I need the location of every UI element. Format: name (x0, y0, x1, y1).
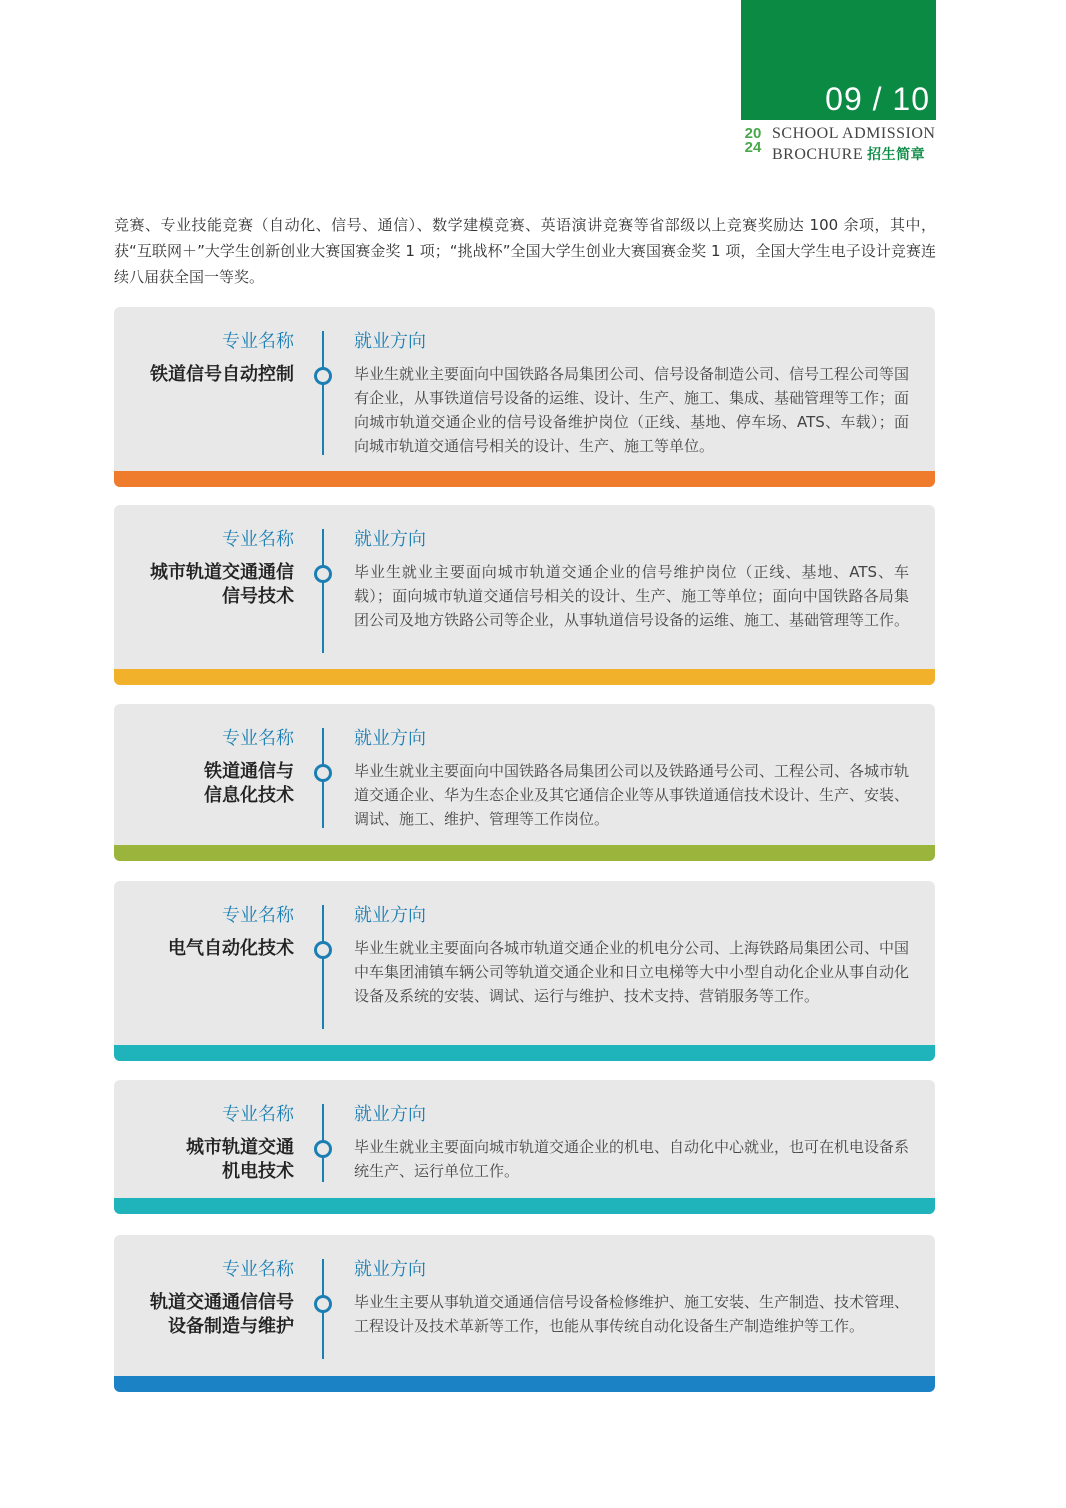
major-card (114, 1080, 935, 1214)
brand-line-2: BROCHURE 招生简章 (772, 146, 926, 163)
direction-description: 毕业生就业主要面向中国铁路各局集团公司以及铁路通号公司、工程公司、各城市轨道交通企业、华为生态企业及其它通信企业等从事铁道通信技术设计、生产、安装、调试、施工、维护、管理等工作岗位。 (354, 762, 910, 828)
card-accent-bar (114, 845, 935, 861)
major-name-block (114, 726, 294, 808)
major-name-block (114, 1257, 294, 1339)
major-label: 专业名称 (222, 529, 294, 550)
direction-label: 就业方向 (354, 1259, 426, 1280)
major-label: 专业名称 (222, 728, 294, 749)
direction-label: 就业方向 (354, 905, 426, 926)
employment-block (354, 329, 909, 458)
card-accent-bar (114, 1198, 935, 1214)
major-name-block (114, 527, 294, 609)
major-card (114, 307, 935, 487)
major-name: 城市轨道交通通信 信号技术 (150, 562, 294, 607)
intro-paragraph: 竞赛、专业技能竞赛（自动化、信号、通信）、数学建模竞赛、英语演讲竞赛等省部级以上竞赛奖励达 100 余项，其中，获“互联网＋”大学生创新创业大赛国赛金奖 1 项；“挑战杯”全国大学生创业大赛国赛金奖 1 项，全国大学生电子设计竞赛连续八届获全国一等奖。 (114, 216, 936, 286)
direction-label: 就业方向 (354, 529, 426, 550)
direction-description: 毕业生就业主要面向各城市轨道交通企业的机电分公司、上海铁路局集团公司、中国中车集团浦镇车辆公司等轨道交通企业和日立电梯等大中小型自动化企业从事自动化设备及系统的安装、调试、运行与维护、技术支持、营销服务等工作。 (354, 939, 910, 1005)
major-name: 电气自动化技术 (168, 938, 294, 959)
direction-description: 毕业生就业主要面向城市轨道交通企业的机电、自动化中心就业，也可在机电设备系统生产、运行单位工作。 (354, 1138, 910, 1180)
card-accent-bar (114, 1376, 935, 1392)
major-card (114, 704, 935, 861)
employment-block (354, 1102, 909, 1183)
major-name-block (114, 903, 294, 961)
direction-label: 就业方向 (354, 728, 426, 749)
employment-block (354, 903, 909, 1008)
direction-label: 就业方向 (354, 1104, 426, 1125)
major-label: 专业名称 (222, 1104, 294, 1125)
card-accent-bar (114, 669, 935, 685)
major-label: 专业名称 (222, 905, 294, 926)
timeline-node-icon (314, 941, 332, 959)
direction-label: 就业方向 (354, 331, 426, 352)
page-number-tab (741, 0, 936, 120)
major-name: 铁道通信与 信息化技术 (204, 761, 294, 806)
brochure-brand (741, 125, 936, 165)
timeline-line (322, 905, 324, 1029)
employment-block (354, 527, 909, 632)
timeline-line (322, 331, 324, 455)
direction-description: 毕业生就业主要面向城市轨道交通企业的信号维护岗位（正线、基地、ATS、车载）；面向城市轨道交通信号相关的设计、生产、施工等单位；面向中国铁路各局集团公司及地方铁路公司等企业，从事轨道信号设备的运维、施工、基础管理等工作。 (354, 563, 910, 629)
major-name: 轨道交通通信信号 设备制造与维护 (150, 1292, 294, 1337)
major-label: 专业名称 (222, 331, 294, 352)
major-card (114, 505, 935, 685)
timeline-node-icon (314, 764, 332, 782)
year-logo: 20 24 (744, 125, 762, 156)
major-card (114, 1235, 935, 1392)
timeline-node-icon (314, 367, 332, 385)
timeline-node-icon (314, 1140, 332, 1158)
timeline-node-icon (314, 1295, 332, 1313)
card-accent-bar (114, 471, 935, 487)
card-accent-bar (114, 1045, 935, 1061)
direction-description: 毕业生就业主要面向中国铁路各局集团公司、信号设备制造公司、信号工程公司等国有企业，从事铁道信号设备的运维、设计、生产、施工、集成、基础管理等工作；面向城市轨道交通企业的信号设备维护岗位（正线、基地、停车场、ATS、车载）；面向城市轨道交通信号相关的设计、生产、施工等单位。 (354, 365, 910, 455)
major-card (114, 881, 935, 1061)
major-label: 专业名称 (222, 1259, 294, 1280)
employment-block (354, 726, 909, 831)
direction-description: 毕业生主要从事轨道交通通信信号设备检修维护、施工安装、生产制造、技术管理、工程设计及技术革新等工作，也能从事传统自动化设备生产制造维护等工作。 (354, 1293, 910, 1335)
page-number: 09 / 10 (825, 81, 930, 117)
major-name: 铁道信号自动控制 (150, 364, 294, 385)
employment-block (354, 1257, 909, 1338)
major-name-block (114, 1102, 294, 1184)
brand-line-1: SCHOOL ADMISSION (772, 125, 936, 142)
timeline-line (322, 529, 324, 653)
major-name-block (114, 329, 294, 387)
timeline-node-icon (314, 565, 332, 583)
major-name: 城市轨道交通 机电技术 (186, 1137, 294, 1182)
